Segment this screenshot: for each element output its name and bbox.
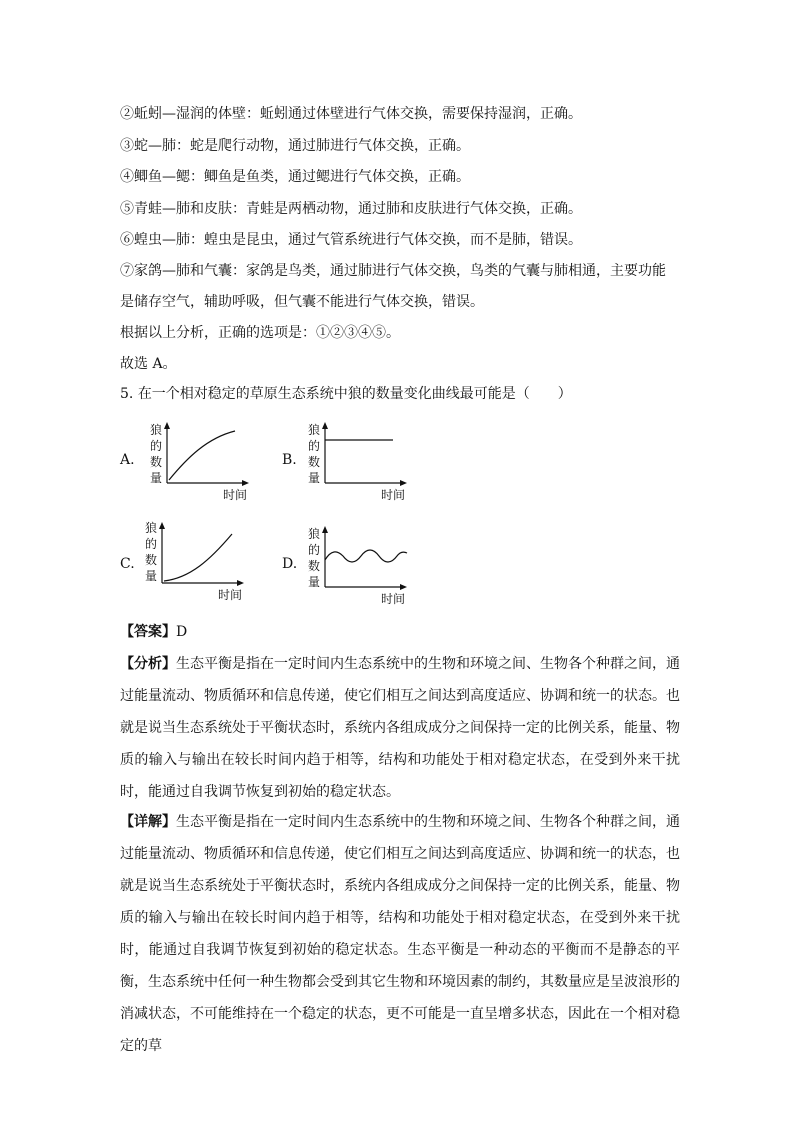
y-axis-arrow-icon — [159, 522, 165, 529]
x-axis-arrow-icon — [242, 480, 249, 486]
answer-line-2: ②蚯蚓—湿润的体壁：蚯蚓通过体壁进行气体交换，需要保持湿润，正确。 — [120, 106, 582, 122]
analysis-tag: 【分析】 — [120, 656, 176, 672]
detail-paragraph — [120, 806, 680, 1062]
answer-value: D — [176, 624, 188, 640]
x-axis-arrow-icon — [237, 580, 244, 586]
answer-line-3: ③蛇—肺：蛇是爬行动物，通过肺进行气体交换，正确。 — [120, 138, 470, 154]
answer-tag: 【答案】 — [120, 624, 176, 640]
analysis-text: 生态平衡是指在一定时间内生态系统中的生物和环境之间、生物各个种群之间，通过能量流动、物质循环和信息传递，使它们相互之间达到高度适应、协调和统一的状态。也就是说当生态系统处于平衡状态时，系统内各组成成分之间保持一定的比例关系，能量、物质的输入与输出在较长时间内趋于相等，结构和功能处于相对稳定状态，在受到外来干扰时，能通过自我调节恢复到初始的稳定状态。 — [120, 656, 680, 800]
ylabel-char-1: 狼 — [150, 423, 163, 437]
choice-line: 故选 A。 — [120, 356, 177, 372]
ylabel-char-4: 量 — [150, 471, 163, 485]
ylabel-char-3: 数 — [150, 455, 163, 469]
detail-tag: 【详解】 — [120, 814, 176, 830]
curve — [164, 534, 232, 581]
option-a-graph — [145, 420, 255, 505]
xlabel: 时间 — [218, 588, 243, 602]
y-axis-arrow-icon — [322, 526, 328, 533]
option-b-label: B. — [282, 452, 297, 468]
xlabel: 时间 — [381, 488, 406, 502]
ylabel-char-2: 的 — [145, 537, 158, 551]
option-c-graph — [140, 520, 250, 605]
answer-line — [120, 622, 187, 642]
y-axis-arrow-icon — [322, 422, 328, 429]
ylabel-char-4: 量 — [145, 569, 158, 583]
analysis-paragraph — [120, 648, 680, 808]
ylabel-char-3: 数 — [308, 455, 321, 469]
ylabel-char-2: 的 — [308, 439, 321, 453]
ylabel-char-3: 数 — [145, 553, 158, 567]
xlabel: 时间 — [223, 488, 248, 502]
ylabel-char-1: 狼 — [308, 423, 321, 437]
ylabel-char-1: 狼 — [145, 521, 158, 535]
detail-text: 生态平衡是指在一定时间内生态系统中的生物和环境之间、生物各个种群之间，通过能量流动、物质循环和信息传递，使它们相互之间达到高度适应、协调和统一的状态，也就是说当生态系统处于平衡状态时，系统内各组成成分之间保持一定的比例关系，能量、物质的输入与输出在较长时间内趋于相等，结构和功能处于相对稳定状态，在受到外来干扰时，能通过自我调节恢复到初始的稳定状态。生态平衡是一种动态的平衡而不是静态的平衡，生态系统中任何一种生物都会受到其它生物和环境因素的制约，其数量应是呈波浪形的消减状态，不可能维持在一个稳定的状态，更不可能是一直呈增多状态，因此在一个相对稳定的草 — [120, 814, 680, 1054]
answer-line-7: ⑦家鸽—肺和气囊：家鸽是鸟类，通过肺进行气体交换，鸟类的气囊与肺相通，主要功能 — [120, 263, 666, 279]
option-d-label: D. — [282, 556, 298, 572]
x-axis-arrow-icon — [400, 480, 407, 486]
ylabel-char-2: 的 — [308, 543, 321, 557]
question-number: 5. — [120, 386, 134, 402]
answer-line-6: ⑥蝗虫—肺：蝗虫是昆虫，通过气管系统进行气体交换，而不是肺，错误。 — [120, 232, 582, 248]
question-text: 在一个相对稳定的草原生态系统中狼的数量变化曲线最可能是（ ） — [137, 386, 572, 402]
option-b-graph — [303, 420, 413, 505]
ylabel-char-1: 狼 — [308, 527, 321, 541]
conclusion-line: 根据以上分析，正确的选项是：①②③④⑤。 — [120, 325, 400, 341]
question-5 — [120, 384, 572, 404]
answer-line-5: ⑤青蛙—肺和皮肤：青蛙是两栖动物，通过肺和皮肤进行气体交换，正确。 — [120, 201, 582, 217]
y-axis-arrow-icon — [164, 422, 170, 429]
ylabel-char-2: 的 — [150, 439, 163, 453]
curve — [169, 431, 235, 480]
x-axis-arrow-icon — [400, 584, 407, 590]
ylabel-char-3: 数 — [308, 559, 321, 573]
ylabel-char-4: 量 — [308, 471, 321, 485]
xlabel: 时间 — [381, 592, 406, 606]
answer-line-4: ④鲫鱼—鳃：鲫鱼是鱼类，通过鳃进行气体交换，正确。 — [120, 169, 470, 185]
answer-line-7-cont: 是储存空气，辅助呼吸，但气囊不能进行气体交换，错误。 — [120, 294, 484, 310]
ylabel-char-4: 量 — [308, 575, 321, 589]
option-c-label: C. — [120, 556, 135, 572]
curve — [325, 550, 407, 562]
option-a-label: A. — [120, 452, 135, 468]
option-d-graph — [303, 524, 413, 609]
